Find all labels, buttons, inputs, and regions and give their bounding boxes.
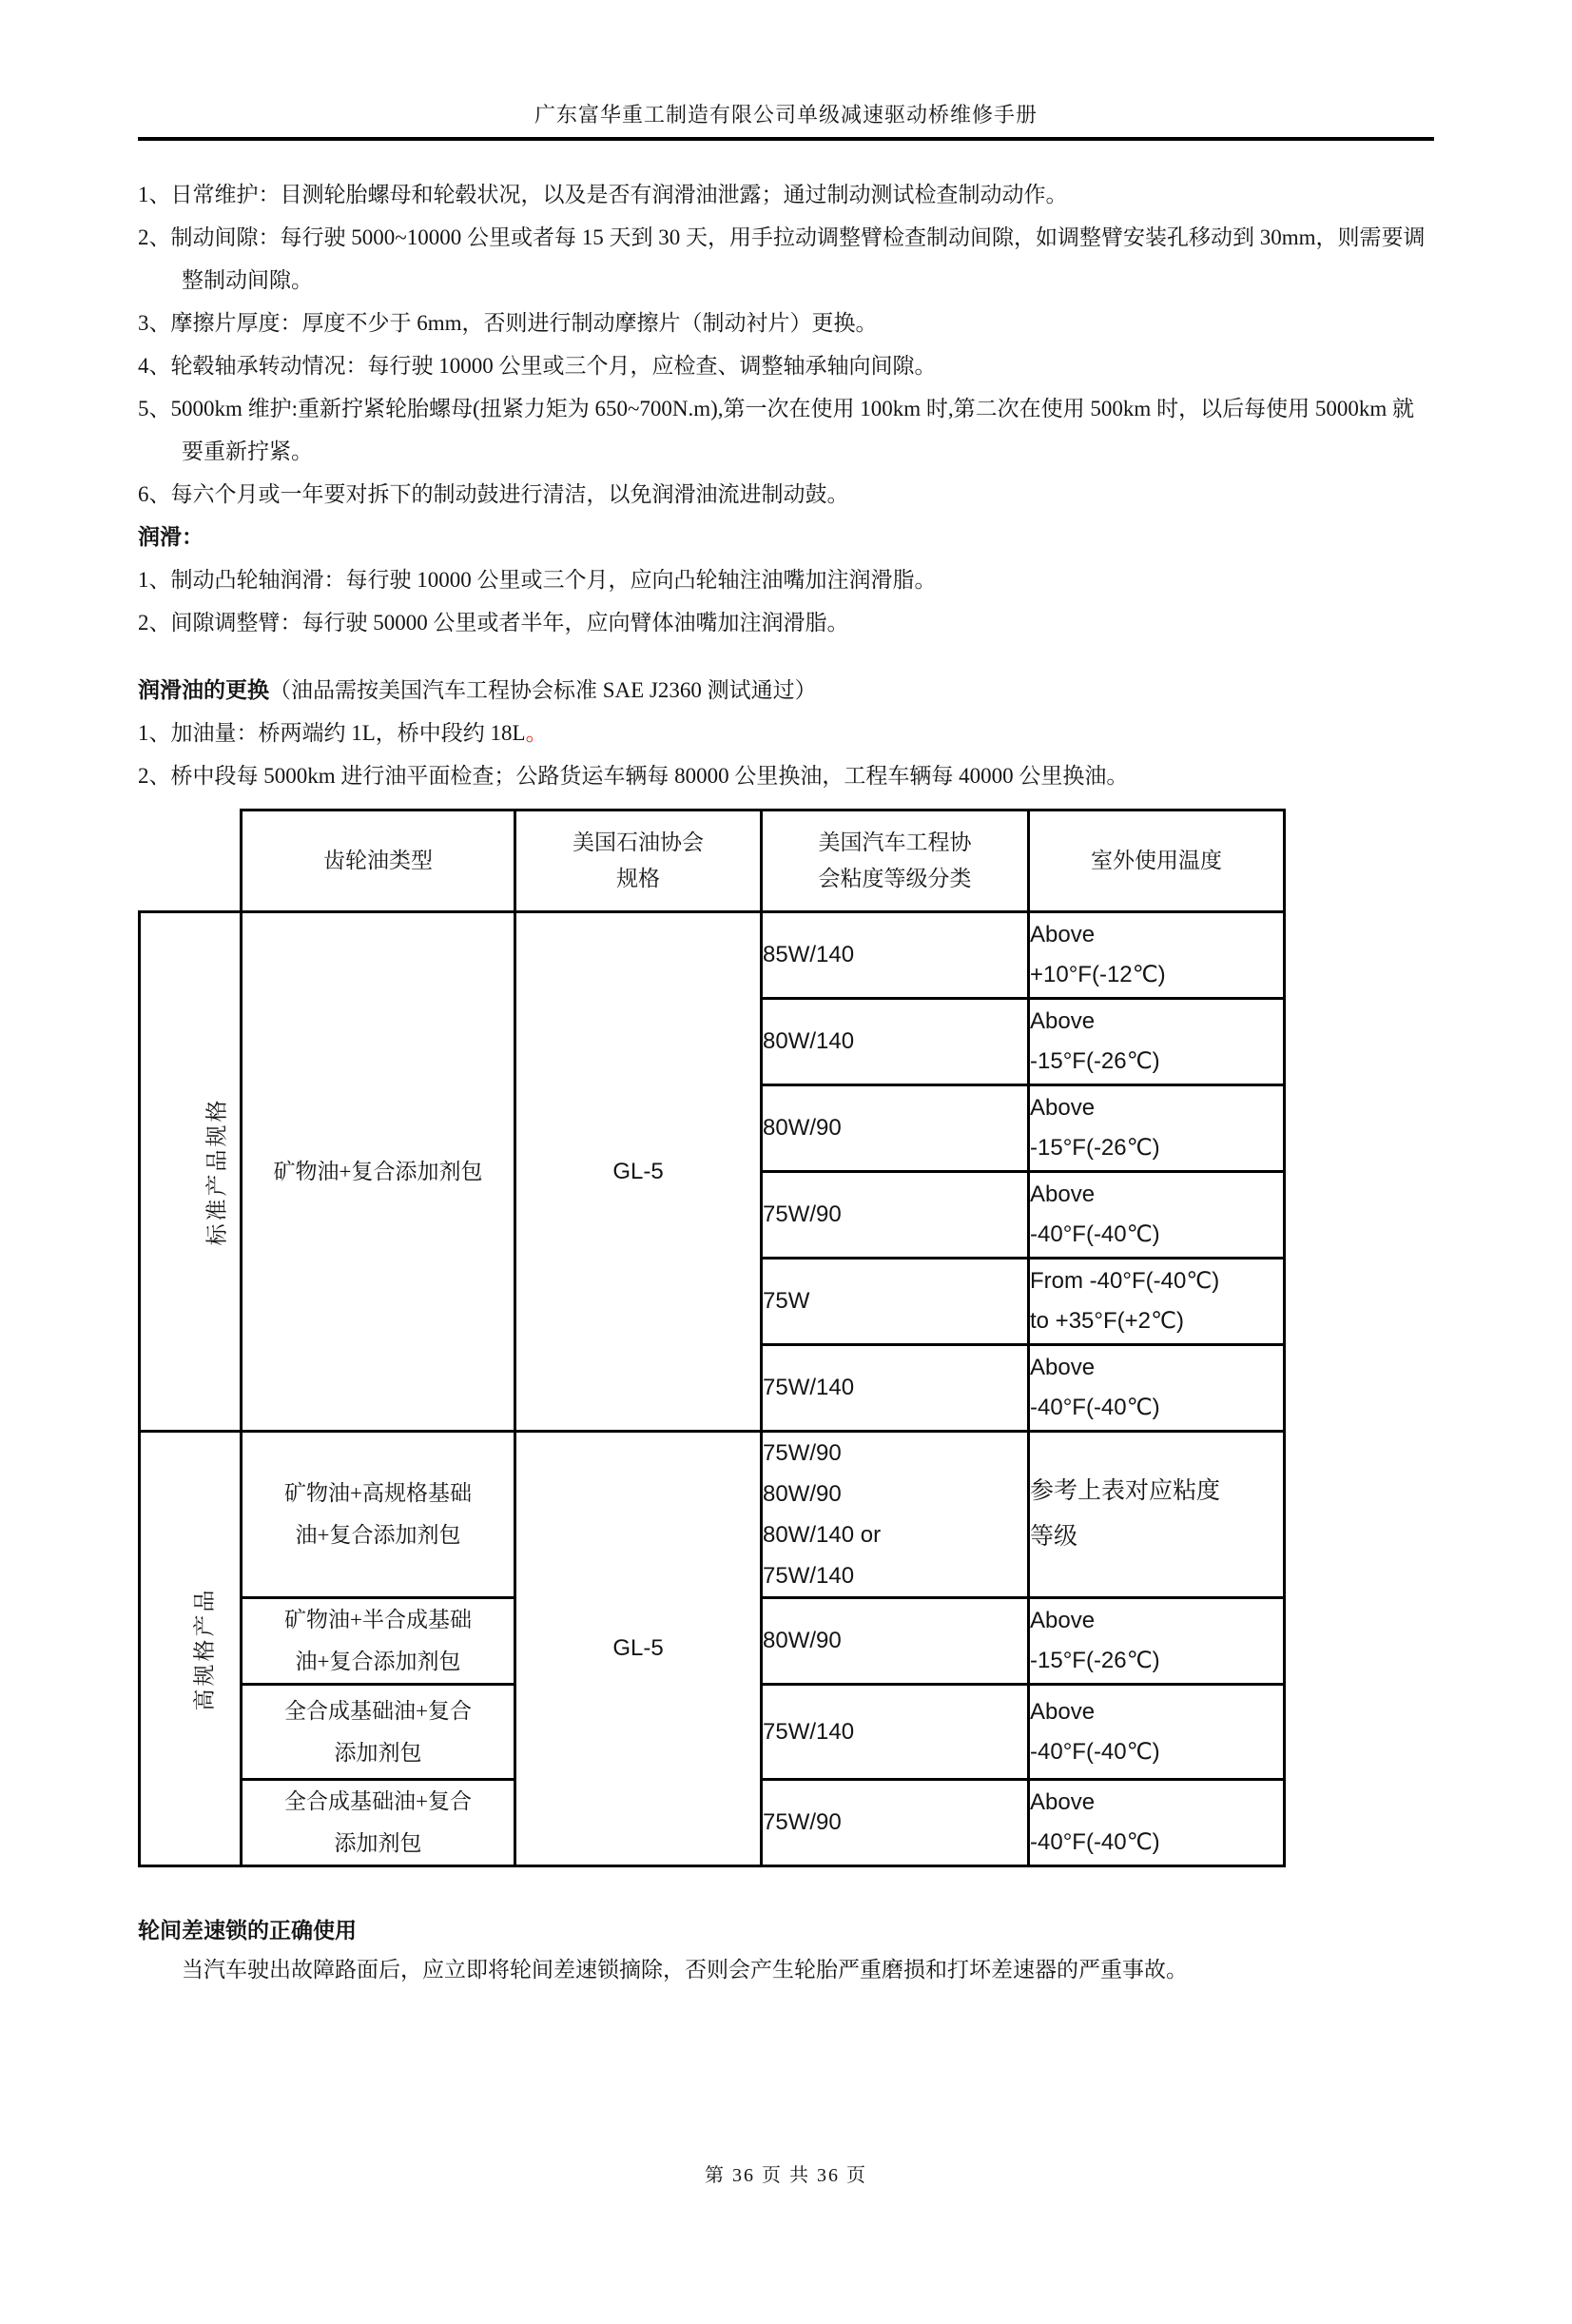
oil-type-cell: 全合成基础油+复合添加剂包 [242,1780,515,1866]
item-number: 1、 [138,183,171,206]
item-text: 日常维护：目测轮胎螺母和轮毂状况，以及是否有润滑油泄露；通过制动测试检查制动动作。 [170,183,1068,206]
item-text: 轮毂轴承转动情况：每行驶 10000 公里或三个月，应检查、调整轴承轴向间隙。 [170,354,937,378]
api-spec-cell: GL-5 [515,912,762,1432]
temperature-cell: Above -40°F(-40℃) [1029,1780,1285,1866]
section-gap [138,644,1434,669]
temperature-cell: Above -40°F(-40℃) [1029,1345,1285,1432]
list-item [138,344,1434,387]
oil-change-heading [138,669,1434,712]
temperature-cell: 参考上表对应粘度 等级 [1029,1432,1285,1598]
header-divider [138,137,1434,141]
item-number: 1、 [138,721,171,745]
item-number: 3、 [138,311,171,335]
oil-type-cell: 矿物油+半合成基础油+复合添加剂包 [242,1598,515,1685]
list-item [138,302,1434,344]
viscosity-cell: 75W [762,1259,1029,1345]
item-number: 5、 [138,397,171,420]
item-text: 每六个月或一年要对拆下的制动鼓进行清洁，以免润滑油流进制动鼓。 [170,482,849,506]
page-footer: 第 36 页 共 36 页 [705,2165,867,2186]
column-header: 室外使用温度 [1029,810,1285,912]
document-title: 广东富华重工制造有限公司单级减速驱动桥维修手册 [534,103,1038,127]
item-number: 1、 [138,568,171,592]
column-header: 美国汽车工程协会粘度等级分类 [762,810,1029,912]
item-number: 2、 [138,764,171,788]
table-row [140,1432,1285,1598]
diff-lock-heading: 轮间差速锁的正确使用 [138,1919,357,1943]
api-spec-cell: GL-5 [515,1432,762,1866]
item-text: 5000km 维护:重新拧紧轮胎螺母(扭紧力矩为 650~700N.m),第一次在使用 100km 时,第二次在使用 500km 时，以后每使用 5000km 就要重新拧紧。 [170,397,1414,463]
oil-type-cell: 全合成基础油+复合添加剂包 [242,1685,515,1780]
red-period: 。 [525,721,548,745]
header-ghost-cell [140,810,242,912]
group-label-high-spec: 高规格产品 [140,1432,242,1866]
column-header: 齿轮油类型 [242,810,515,912]
viscosity-cell: 80W/90 [762,1085,1029,1172]
oil-change-heading-note: （油品需按美国汽车工程协会标准 SAE J2360 测试通过） [269,678,817,702]
item-text: 间隙调整臂：每行驶 50000 公里或者半年，应向臂体油嘴加注润滑脂。 [170,611,849,635]
column-header: 美国石油协会规格 [515,810,762,912]
table-header-row [140,810,1285,912]
item-number: 2、 [138,225,171,249]
item-number: 4、 [138,354,171,378]
temperature-cell: Above -15°F(-26℃) [1029,999,1285,1085]
list-item [138,387,1434,473]
list-item [138,754,1434,797]
viscosity-cell: 75W/90 80W/90 80W/140 or 75W/140 [762,1432,1029,1598]
oil-change-heading-title: 润滑油的更换 [138,678,269,702]
oil-type-cell: 矿物油+复合添加剂包 [242,912,515,1432]
viscosity-cell: 80W/90 [762,1598,1029,1685]
oil-spec-table [138,809,1286,1867]
list-item [138,601,1434,644]
viscosity-cell: 75W/140 [762,1685,1029,1780]
temperature-cell: Above -40°F(-40℃) [1029,1685,1285,1780]
list-item [138,473,1434,516]
temperature-cell: Above -15°F(-26℃) [1029,1598,1285,1685]
temperature-cell: Above -15°F(-26℃) [1029,1085,1285,1172]
viscosity-cell: 75W/90 [762,1780,1029,1866]
item-text: 摩擦片厚度：厚度不少于 6mm，否则进行制动摩擦片（制动衬片）更换。 [170,311,878,335]
list-item [138,712,1434,754]
viscosity-cell: 80W/140 [762,999,1029,1085]
viscosity-cell: 75W/90 [762,1172,1029,1259]
item-text: 制动间隙：每行驶 5000~10000 公里或者每 15 天到 30 天，用手拉动调整臂检查制动间隙，如调整臂安装孔移动到 30mm，则需要调整制动间隙。 [170,225,1426,292]
oil-type-cell: 矿物油+高规格基础油+复合添加剂包 [242,1432,515,1598]
table-row [140,912,1285,999]
item-text: 加油量：桥两端约 1L，桥中段约 18L [170,721,526,745]
viscosity-cell: 75W/140 [762,1345,1029,1432]
temperature-cell: Above -40°F(-40℃) [1029,1172,1285,1259]
maintenance-list [138,173,1434,797]
group-label-standard: 标准产品规格 [140,912,242,1432]
page-header [138,99,1434,141]
lubrication-heading: 润滑： [138,525,204,549]
list-item [138,216,1434,302]
temperature-cell: Above +10°F(-12℃) [1029,912,1285,999]
item-text: 桥中段每 5000km 进行油平面检查；公路货运车辆每 80000 公里换油，工程车辆每 40000 公里换油。 [170,764,1129,788]
item-number: 6、 [138,482,171,506]
temperature-cell: From -40°F(-40℃) to +35°F(+2℃) [1029,1259,1285,1345]
list-item [138,558,1434,601]
list-item [138,173,1434,216]
item-text: 制动凸轮轴润滑：每行驶 10000 公里或三个月，应向凸轮轴注油嘴加注润滑脂。 [170,568,937,592]
viscosity-cell: 85W/140 [762,912,1029,999]
diff-lock-paragraph: 当汽车驶出故障路面后，应立即将轮间差速锁摘除，否则会产生轮胎严重磨损和打坏差速器的严重事故。 [182,1958,1188,1982]
document-page [0,99,1572,1991]
item-number: 2、 [138,611,171,635]
